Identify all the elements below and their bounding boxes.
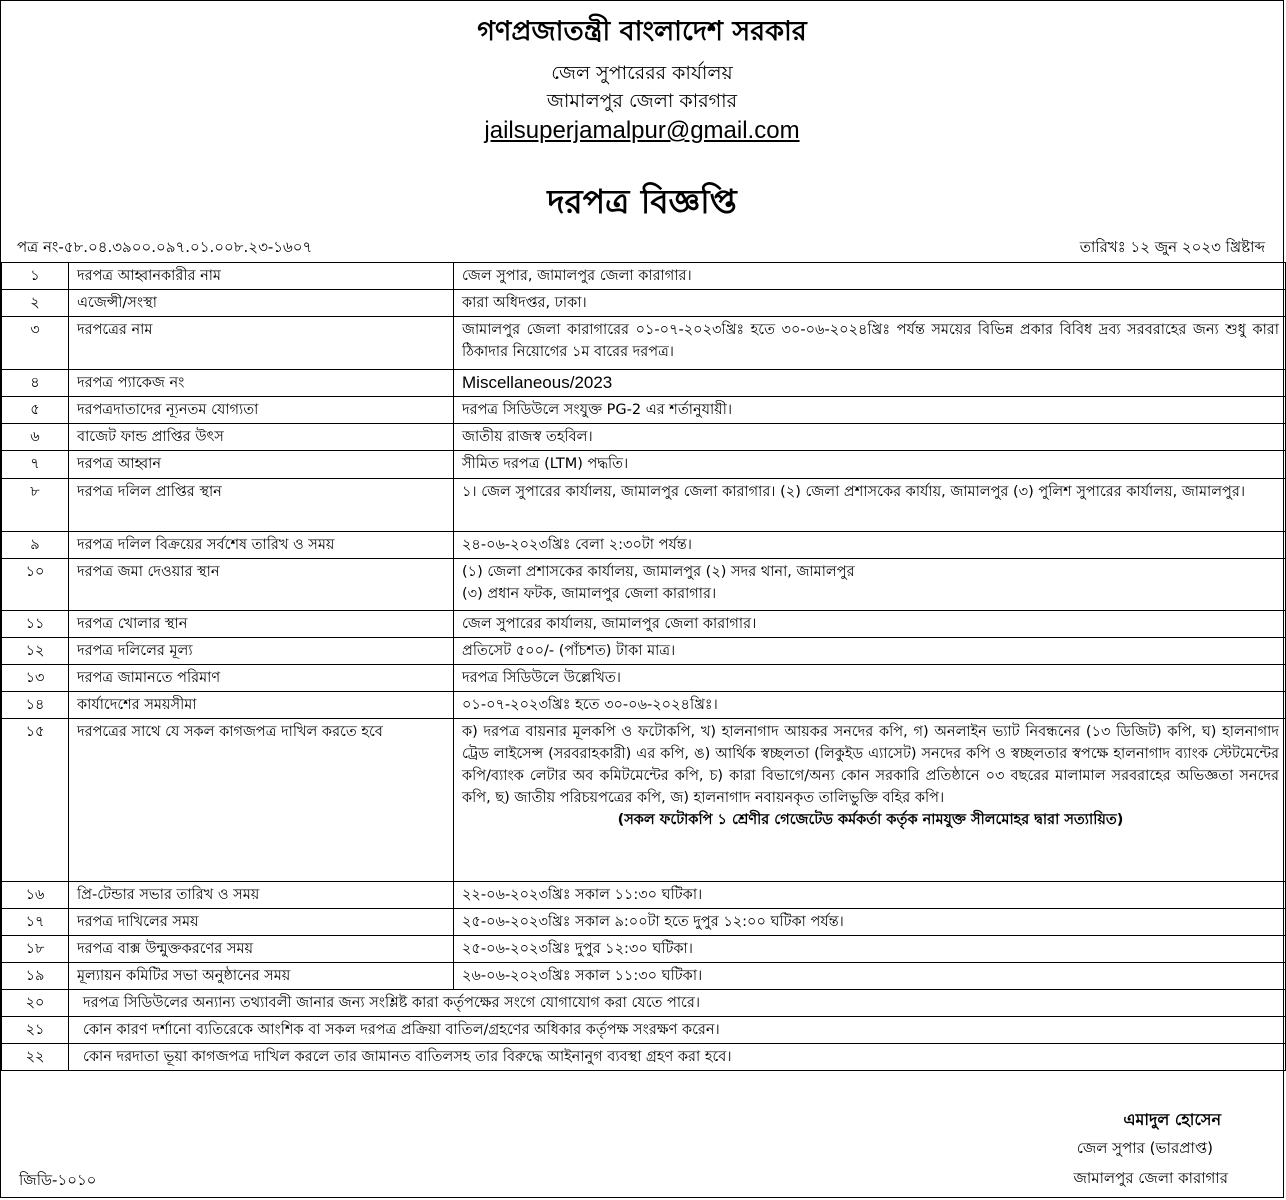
row-serial: ১৪ [2, 692, 69, 719]
table-row [2, 263, 1286, 290]
row-serial: ৬ [2, 424, 69, 451]
jail-name: জামালপুর জেলা কারগার [546, 90, 738, 112]
row-value: জেল সুপারের কার্যালয়, জামালপুর জেলা কারাগার। [454, 611, 1286, 638]
row-serial: ১৮ [2, 936, 69, 963]
table-row [2, 290, 1286, 317]
row-value-line: (১) জেলা প্রশাসকের কার্যালয়, জামালপুর (২) সদর থানা, জামালপুর [462, 564, 855, 580]
row-label: বাজেট ফান্ড প্রাপ্তির উৎস [69, 424, 454, 451]
table-row [2, 882, 1286, 909]
row-value: ২৫-০৬-২০২৩খ্রিঃ সকাল ৯:০০টা হতে দুপুর ১২:০০ ঘটিকা পর্যন্ত। [454, 909, 1286, 936]
row-label: দরপত্র দলিল প্রাপ্তির স্থান [69, 479, 454, 532]
signatory-title: জেল সুপার (ভারপ্রাপ্ত) [1076, 1139, 1213, 1157]
table-row [2, 909, 1286, 936]
row-label: দরপত্র দলিল বিক্রয়ের সর্বশেষ তারিখ ও সময় [69, 532, 454, 559]
office-name: জেল সুপারেরর কার্যালয় [551, 62, 733, 84]
row-serial: ১০ [2, 559, 69, 611]
row-label: দরপত্রের নাম [69, 317, 454, 370]
row-value: প্রতিসেট ৫০০/- (পাঁচশত) টাকা মাত্র। [454, 638, 1286, 665]
row-serial: ৮ [2, 479, 69, 532]
table-row [2, 1044, 1286, 1071]
row-value: ২২-০৬-২০২৩খ্রিঃ সকাল ১১:৩০ ঘটিকা। [454, 882, 1286, 909]
row-value [454, 719, 1286, 882]
row-serial: ১৫ [2, 719, 69, 882]
row-label: দরপত্র প্যাকেজ নং [69, 370, 454, 397]
row-serial: ৭ [2, 451, 69, 479]
table-row [2, 532, 1286, 559]
row-value: কারা অধিদপ্তর, ঢাকা। [454, 290, 1286, 317]
row-serial: ২২ [2, 1044, 69, 1071]
row-value [454, 559, 1286, 611]
row-serial: ৫ [2, 397, 69, 424]
row-label: দরপত্র বাক্স উন্মুক্তকরণের সময় [69, 936, 454, 963]
row-label: দরপত্র খোলার স্থান [69, 611, 454, 638]
row-label: প্রি-টেন্ডার সভার তারিখ ও সময় [69, 882, 454, 909]
row-value: ১। জেল সুপারের কার্যালয়, জামালপুর জেলা কারাগার। (২) জেলা প্রশাসকের কার্যায়, জামালপুর (৩) পুলিশ সুপারের কার্যালয়, জামালপুর। [454, 479, 1286, 532]
row-value: জেল সুপার, জামালপুর জেলা কারাগার। [454, 263, 1286, 290]
row-label: দরপত্র আহ্বান [69, 451, 454, 479]
row-label: দরপত্র জমা দেওয়ার স্থান [69, 559, 454, 611]
row-serial: ১৯ [2, 963, 69, 990]
table-row [2, 665, 1286, 692]
table-row [2, 559, 1286, 611]
row-serial: ১১ [2, 611, 69, 638]
table-row [2, 424, 1286, 451]
table-row [2, 719, 1286, 882]
row-value-text: ক) দরপত্র বায়নার মূলকপি ও ফটোকপি, খ) হালনাগাদ আয়কর সনদের কপি, গ) অনলাইন ভ্যাট নিবন্ধনের (১৩ ডিজিট) কপি, ঘ) হালনাগাদ ট্রেড লাইসেন্স (সরবরাহকারী) এর কপি, ঙ) আর্থিক স্বচ্ছলতা (লিকুইড এ্যাসেট) সনদের কপি ও স্বচ্ছলতার স্বপক্ষে হালনাগাদ ব্যাংক স্টেটমেন্টের কপি/ব্যাংক লেটার অব কমিটমেন্টের কপি, চ) কারা বিভাগে/অন্য কোন সরকারি প্রতিষ্ঠানে ০৩ বছরের মালামাল সরবরাহের অভিজ্ঞতা সনদের কপি, ছ) জাতীয় পরিচয়পত্রের কপি, জ) হালনাগাদ নবায়নকৃত তালিভুক্তি বহির কপি। [462, 724, 1279, 806]
row-serial: ১ [2, 263, 69, 290]
row-serial: ১৬ [2, 882, 69, 909]
table-row [2, 990, 1286, 1017]
row-label: দরপত্র দাখিলের সময় [69, 909, 454, 936]
row-label: দরপত্রের সাথে যে সকল কাগজপত্র দাখিল করতে হবে [69, 719, 454, 882]
row-value: ০১-০৭-২০২৩খ্রিঃ হতে ৩০-০৬-২০২৪খ্রিঃ। [454, 692, 1286, 719]
signatory-name: এমাদুল হোসেন [1123, 1110, 1221, 1129]
row-serial: ৯ [2, 532, 69, 559]
row-value: Miscellaneous/2023 [454, 370, 1286, 397]
table-row [2, 479, 1286, 532]
row-serial: ২০ [2, 990, 69, 1017]
notice-title: দরপত্র বিজ্ঞপ্তি [547, 182, 737, 221]
table-row [2, 1017, 1286, 1044]
row-serial: ১৭ [2, 909, 69, 936]
gd-number: জিডি-১০১০ [19, 1171, 97, 1189]
row-serial: ১২ [2, 638, 69, 665]
tender-info-table [1, 262, 1286, 1071]
row-serial: ৪ [2, 370, 69, 397]
memo-number: পত্র নং-৫৮.০৪.৩৯০০.০৯৭.০১.০০৮.২৩-১৬০৭ [17, 238, 313, 256]
table-row [2, 963, 1286, 990]
government-title: গণপ্রজাতন্ত্রী বাংলাদেশ সরকার [477, 16, 807, 47]
row-value: দরপত্র সিডিউলে সংযুক্ত PG-2 এর শর্তানুযায়ী। [454, 397, 1286, 424]
table-row [2, 451, 1286, 479]
attestation-note: (সকল ফটোকপি ১ শ্রেণীর গেজেটেড কর্মকর্তা কর্তৃক নামযুক্ত সীলমোহর দ্বারা সত্যায়িত) [617, 812, 1124, 828]
row-value-line: (৩) প্রধান ফটক, জামালপুর জেলা কারাগার। [462, 586, 717, 602]
row-serial: ৩ [2, 317, 69, 370]
table-row [2, 692, 1286, 719]
row-label: দরপত্র জামানতে পরিমাণ [69, 665, 454, 692]
row-serial: ২১ [2, 1017, 69, 1044]
row-span-text: কোন দরদাতা ভূয়া কাগজপত্র দাখিল করলে তার জামানত বাতিলসহ তার বিরুদ্ধে আইনানুগ ব্যবস্থা গ্রহণ করা হবে। [69, 1044, 1286, 1071]
row-value: ২৪-০৬-২০২৩খ্রিঃ বেলা ২:৩০টা পর্যন্ত। [454, 532, 1286, 559]
row-label: মূল্যায়ন কমিটির সভা অনুষ্ঠানের সময় [69, 963, 454, 990]
row-value: ২৬-০৬-২০২৩খ্রিঃ সকাল ১১:৩০ ঘটিকা। [454, 963, 1286, 990]
memo-date: তারিখঃ ১২ জুন ২০২৩ খ্রিষ্টাব্দ [1079, 238, 1265, 256]
row-label: কার্যাদেশের সময়সীমা [69, 692, 454, 719]
row-value: দরপত্র সিডিউলে উল্লেখিত। [454, 665, 1286, 692]
row-span-text: কোন কারণ দর্শানো ব্যতিরেকে আংশিক বা সকল দরপত্র প্রক্রিয়া বাতিল/গ্রহণের অধিকার কর্তৃপক্ষ সংরক্ষণ করেন। [69, 1017, 1286, 1044]
table-row [2, 370, 1286, 397]
table-row [2, 638, 1286, 665]
row-label: দরপত্রদাতাদের ন্যূনতম যোগ্যতা [69, 397, 454, 424]
row-label: দরপত্র দলিলের মূল্য [69, 638, 454, 665]
row-value: জাতীয় রাজস্ব তহবিল। [454, 424, 1286, 451]
table-row [2, 936, 1286, 963]
table-row [2, 397, 1286, 424]
row-serial: ১৩ [2, 665, 69, 692]
row-value: জামালপুর জেলা কারাগারের ০১-০৭-২০২৩খ্রিঃ হতে ৩০-০৬-২০২৪খ্রিঃ পর্যন্ত সময়ের বিভিন্ন প্রকার বিবিধ দ্রব্য সরবরাহের জন্য শুধু কারা ঠিকাদার নিয়োগের ১ম বারের দরপত্র। [454, 317, 1286, 370]
signatory-office: জামালপুর জেলা কারাগার [1073, 1169, 1228, 1187]
table-row [2, 317, 1286, 370]
row-serial: ২ [2, 290, 69, 317]
row-value: সীমিত দরপত্র (LTM) পদ্ধতি। [454, 451, 1286, 479]
row-label: এজেন্সী/সংস্থা [69, 290, 454, 317]
table-row [2, 611, 1286, 638]
row-label: দরপত্র আহ্বানকারীর নাম [69, 263, 454, 290]
row-value: ২৫-০৬-২০২৩খ্রিঃ দুপুর ১২:৩০ ঘটিকা। [454, 936, 1286, 963]
row-span-text: দরপত্র সিডিউলের অন্যান্য তথ্যাবলী জানার জন্য সংশ্লিষ্ট কারা কর্তৃপক্ষের সংগে যোগাযোগ করা যেতে পারে। [69, 990, 1286, 1017]
email-link[interactable]: jailsuperjamalpur@gmail.com [484, 117, 800, 144]
